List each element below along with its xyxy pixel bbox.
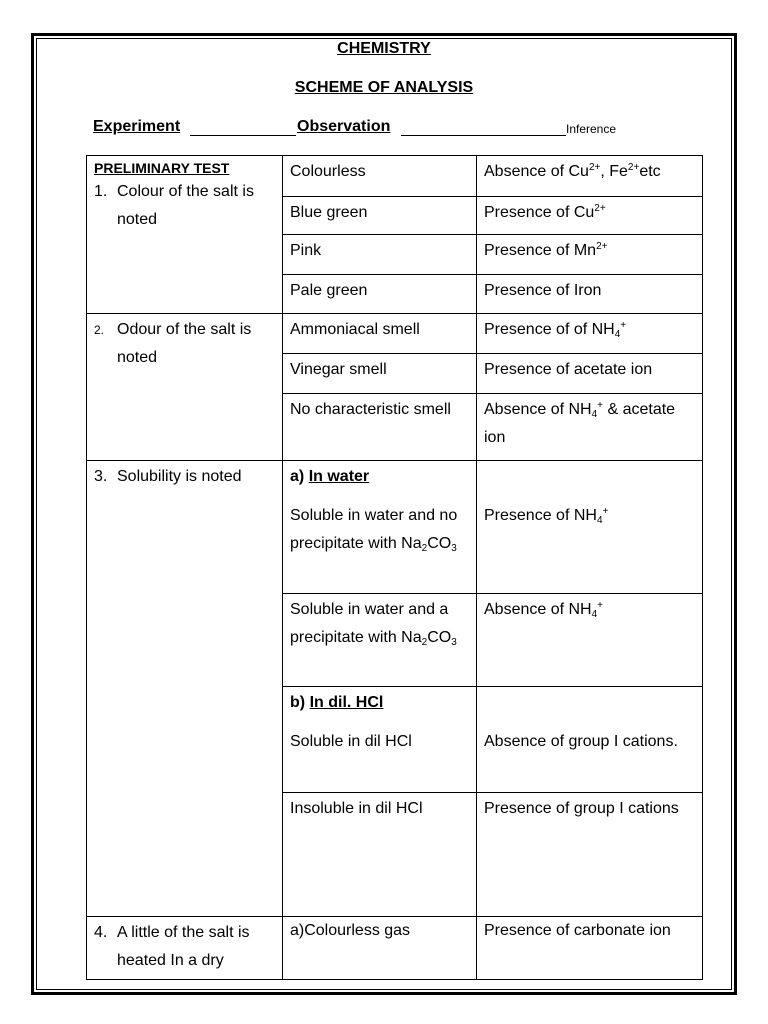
table-row — [87, 461, 703, 594]
observation-cell: Pink — [283, 235, 477, 275]
test-description: Colour of the salt is noted — [117, 183, 254, 228]
inference-cell: Presence of carbonate ion — [477, 917, 703, 980]
inference-cell: Presence of Iron — [477, 275, 703, 314]
test-description: Solubility is noted — [117, 468, 242, 485]
observation-cell: a) In water Soluble in water and no precipitate with $Na_2CO_3$ — [283, 461, 477, 594]
test-description: A little of the salt is heated In a dry — [117, 924, 250, 969]
observation-cell: Vinegar smell — [283, 354, 477, 394]
observation-cell: b) In dil. HCl Soluble in dil HCl — [283, 687, 477, 793]
observation-cell: No characteristic smell — [283, 394, 477, 461]
subheading-hcl: b) In dil. HCl — [290, 694, 384, 711]
experiment-cell-2 — [87, 314, 283, 461]
test-number: 2. — [94, 323, 105, 337]
observation-cell: a)Colourless gas — [283, 917, 477, 980]
test-number: 4. — [94, 924, 108, 941]
document-subtitle: SCHEME OF ANALYSIS — [294, 79, 474, 96]
header-observation: Observation — [297, 118, 391, 135]
experiment-cell-4 — [87, 917, 283, 980]
inference-cell: Absence of group I cations. — [477, 687, 703, 793]
inference-cell: Presence of acetate ion — [477, 354, 703, 394]
inference-cell: Presence of group I cations — [477, 793, 703, 917]
observation-cell: Pale green — [283, 275, 477, 314]
table-row — [87, 917, 703, 980]
observation-cell: Soluble in water and a precipitate with $Na_2CO_3$ — [283, 594, 477, 687]
analysis-table — [86, 155, 703, 980]
section-heading: PRELIMINARY TEST — [94, 160, 230, 176]
test-number: 1. — [94, 183, 108, 200]
inference-cell: Presence of $Cu^{2+}$ — [477, 197, 703, 235]
test-number: 3. — [94, 468, 108, 485]
header-experiment: Experiment — [93, 118, 181, 135]
inference-cell: Absence of $Cu^{2+}$, $Fe^{2+}etc$ — [477, 156, 703, 197]
table-row — [87, 156, 703, 197]
experiment-cell-3 — [87, 461, 283, 917]
inference-cell: Presence of $NH_4^+$ — [477, 461, 703, 594]
document-title: CHEMISTRY — [337, 40, 431, 57]
inference-cell: Absence of $NH_4^+$ & acetate ion — [477, 394, 703, 461]
inference-cell: Presence of $Mn^{2+}$ — [477, 235, 703, 275]
header-inference: Inference — [566, 122, 617, 136]
header-rule-2 — [401, 135, 566, 136]
observation-cell: Insoluble in dil HCl — [283, 793, 477, 917]
experiment-cell-1 — [87, 156, 283, 314]
inference-cell: Absence of $NH_4^+$ — [477, 594, 703, 687]
table-row — [87, 314, 703, 354]
test-description: Odour of the salt is noted — [117, 321, 252, 366]
observation-cell: Blue green — [283, 197, 477, 235]
observation-cell: Colourless — [283, 156, 477, 197]
subheading-water: a) In water — [290, 468, 370, 485]
observation-cell: Ammoniacal smell — [283, 314, 477, 354]
header-rule-1 — [190, 135, 296, 136]
inference-cell: Presence of of $NH_4^+$ — [477, 314, 703, 354]
